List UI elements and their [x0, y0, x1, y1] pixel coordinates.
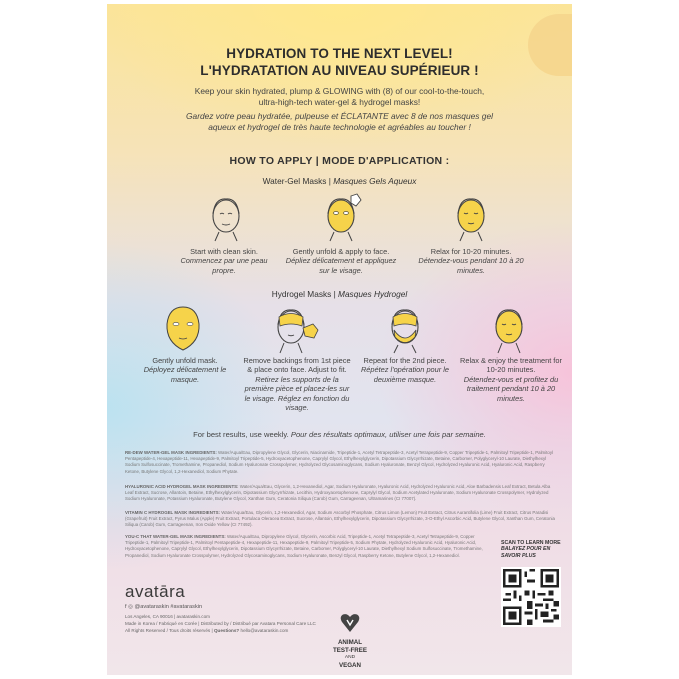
questions-label: Questions?	[213, 628, 240, 633]
relax-hydrogel-icon	[481, 300, 537, 354]
intro-fr-line1: Gardez votre peau hydratée, pulpeuse et ÉCLATANTE avec 8 de nos masques gel	[186, 111, 493, 121]
hydrogel-step-2-fr: Retirez les supports de la première pièce et placez-les sur le visage. Réglez en fonction du visage.	[244, 374, 350, 413]
scan-text	[501, 540, 571, 559]
clean-face-icon	[201, 192, 251, 242]
best-results-en: For best results, use weekly.	[193, 430, 289, 439]
water-gel-title	[107, 176, 572, 186]
address-line-3	[125, 628, 288, 635]
water-gel-step-3-en: Relax for 10-20 minutes.	[430, 247, 512, 256]
ingredients-re-dew-label: RE-DEW WATER-GEL MASK INGREDIENTS:	[125, 450, 217, 455]
vegan-heart-icon	[339, 612, 361, 634]
water-gel-step-2-fr: Dépliez délicatement et appliquez sur le visage.	[285, 256, 397, 275]
ingredients-hyaluronic	[125, 484, 557, 503]
ingredients-you-c-that-label: YOU-C THAT WATER-GEL MASK INGREDIENTS:	[125, 534, 226, 539]
water-gel-step-3-fr: Détendez-vous pendant 10 à 20 minutes.	[418, 256, 524, 275]
product-box-back	[107, 4, 572, 675]
cert-animal: ANIMAL	[337, 639, 363, 646]
brand-logo: avatāra	[125, 582, 186, 601]
hydrogel-step-1-en: Gently unfold mask.	[152, 356, 218, 365]
hydrogel-title-en: Hydrogel Masks |	[271, 289, 339, 299]
apply-mask-icon	[315, 190, 367, 242]
hydrogel-step-2	[243, 356, 351, 412]
hydrogel-step-3-en: Repeat for the 2nd piece.	[363, 356, 447, 365]
best-results-fr: Pour des résultats optimaux, utiliser une fois par semaine.	[290, 430, 486, 439]
ingredients-vitamin-c-label: VITAMIN C HYDROGEL MASK INGREDIENTS:	[125, 510, 220, 515]
hydrogel-step-1	[135, 356, 235, 384]
hydrogel-step-3	[357, 356, 453, 384]
intro-fr-line2: aqueux et hydrogel de très haute technologie et agréables au toucher !	[208, 122, 471, 132]
hydrogel-step-4-fr: Détendez-vous et profitez du traitement pendant 10 à 20 minutes.	[463, 374, 559, 403]
social-handles: f ◎ @avataraskin #avataraskin	[125, 604, 203, 610]
second-mask-piece-icon	[377, 300, 433, 354]
ingredients-you-c-that	[125, 534, 485, 559]
qr-code[interactable]	[501, 567, 561, 627]
headline-fr: L'HYDRATATION AU NIVEAU SUPÉRIEUR !	[200, 63, 479, 78]
place-mask-piece-icon	[265, 300, 321, 354]
water-gel-title-fr: Masques Gels Aqueux	[333, 176, 417, 186]
water-gel-step-3	[411, 247, 531, 275]
hydrogel-step-1-fr: Déployez délicatement le masque.	[143, 365, 227, 384]
hydrogel-step-3-fr: Répétez l'opération pour le deuxième masque.	[360, 365, 450, 384]
scan-en: SCAN TO LEARN MORE	[501, 540, 561, 546]
hydrogel-step-2-en: Remove backings from 1st piece & place onto face. Adjust to fit.	[243, 356, 351, 375]
ingredients-re-dew	[125, 450, 557, 475]
ingredients-vitamin-c-text: Water/Aqua/Eau, Glycerin, 1,2-Hexanediol, Agar, Sodium Ascorbyl Phosphate, Citrus Limon (Lemon) Fruit Extract, Citrus Aurantifolia (Lime) Fruit Extract, Citrus Paradisi (Grapefruit) Fruit Extract, Pyrus Malus (Apple) Fruit Extract, Portulaca Oleracea Extract, Sucrose, Allantoin, Ethylhexylglycerin, Dipotassium Glycyrrhizate, 3-O-Ethyl Ascorbic Acid, Butylene Glycol, Xanthan Gum, Ceratonia Siliqua (Carob) Gum, Carrageenan, Iron Oxide Yellow (CI 77492).	[125, 510, 555, 528]
cert-and: AND	[344, 655, 356, 660]
water-gel-step-1-fr: Commencez par une peau propre.	[180, 256, 268, 275]
ingredients-re-dew-text: Water/Aqua/Eau, Dipropylene Glycol, Glycerin, Niacinamide, Tripeptide-1, Acetyl Tetrapeptide-3, Acetyl Tetrapeptide-9, Copper Tripeptide-1, Palmitoyl Tripeptide-1, Palmitoyl Pentapeptide-4, Hexapeptide-11, Hexapeptide-9, Palmitoyl Tripeptide-5, Hydroxyacetophenone, Caprylyl Glycol, Ethylhexylglycerin, Dipotassium Glycyrrhizate, Betaine, Carbomer, Polyglyceryl-10 Laurate, Diethylhexyl Sodium Sulfosuccinate, Tromethamine, Propanediol, Sodium Hyaluronate Crosspolymer, Hydrolyzed Glycosaminoglycans, Sodium Hyaluronate, Benzyl Glycol, Hydrolyzed Hyaluronic Acid, Hyaluronic Acid, Raspberry Ketone, Butylene Glycol, 1,2-Hexanediol, Sodium Phytate.	[125, 450, 554, 474]
cert-test-free: TEST-FREE	[332, 646, 368, 654]
hydrogel-title	[107, 289, 572, 299]
animal-test-free-vegan-badge	[295, 612, 405, 669]
water-gel-step-1	[169, 247, 279, 275]
address-line-1: Los Angeles, CA 90016 | avataraskin.com	[125, 614, 210, 619]
questions-email: hello@avataraskin.com	[240, 628, 289, 633]
unfold-mask-icon	[159, 304, 207, 354]
qr-code-icon	[503, 569, 559, 625]
best-results	[107, 430, 572, 439]
hydrogel-step-4-en: Relax & enjoy the treatment for 10-20 minutes.	[460, 356, 562, 375]
ingredients-vitamin-c	[125, 510, 557, 529]
scan-fr-1: BALAYEZ POUR EN	[501, 546, 551, 553]
how-to-apply-heading: HOW TO APPLY | MODE D'APPLICATION :	[229, 155, 450, 167]
headline-en: HYDRATION TO THE NEXT LEVEL!	[226, 46, 453, 61]
address-line-2: Made in Korea / Fabriqué en Corée | Distributed by / Distribué par Avatara Personal Care LLC	[125, 621, 316, 626]
water-gel-step-1-en: Start with clean skin.	[190, 247, 258, 256]
ingredients-hyaluronic-text: Water/Aqua/Eau, Glycerin, 1,2-Hexanediol, Agar, Sodium Hyaluronate, Hyaluronic Acid, Hydrolyzed Hyaluronic Acid, Aloe Barbadensis Leaf Extract, Betula Alba Leaf Extract, Sucrose, Allantoin, Betaine, Ethylhexylglycerin, Dipotassium Glycyrrhizate, Lecithin, Hydroxyacetophenone, Caprylyl Glycol, Sodium Acetylated Hyaluronate, Sodium Hyaluronate Crosspolymer, Hydrolyzed Sodium Hyaluronate, Potassium Hyaluronate, Butylene Glycol, Xanthan Gum, Ceratonia Siliqua (Carob) Gum, Carrageenan, Ultramarines (CI 77007).	[125, 484, 551, 502]
rights-text: All Rights Reserved / Tous droits réservés |	[125, 628, 213, 633]
water-gel-step-2-en: Gently unfold & apply to face.	[292, 247, 390, 256]
intro-en-line2: ultra-high-tech water-gel & hydrogel masks!	[258, 97, 421, 107]
water-gel-title-en: Water-Gel Masks |	[262, 176, 334, 186]
hydrogel-step-4	[459, 356, 563, 403]
scan-fr-2: SAVOIR PLUS	[501, 552, 536, 559]
hydrogel-title-fr: Masques Hydrogel	[338, 289, 408, 299]
cert-vegan: VEGAN	[338, 661, 361, 669]
relax-mask-icon	[445, 190, 497, 242]
ingredients-hyaluronic-label: HYALURONIC ACID HYDROGEL MASK INGREDIENTS:	[125, 484, 239, 489]
ingredients-you-c-that-text: Water/Aqua/Eau, Dipropylene Glycol, Glycerin, Ascorbic Acid, Tripeptide-1, Acetyl Tetrapeptide-3, Acetyl Tetrapeptide-9, Copper Tripeptide-1, Palmitoyl Tripeptide-1, Palmitoyl Pentapeptide-4, Hexapeptide-11, Hexapeptide-9, Palmitoyl Tripeptide-5, Sodium Phytate, Hydrolyzed Hyaluronic Acid, Hyaluronic Acid, Hydroxyacetophenone, Caprylyl Glycol, Ethylhexylglycerin, Dipotassium Glycyrrhizate, Betaine, Carbomer, Polyglyceryl-10 Laurate, Diethylhexyl Sodium Sulfosuccinate, Tromethamine, Propanediol, Sodium Hyaluronate Crosspolymer, Hydrolyzed Glycosaminoglycans, Sodium Hyaluronate, Benzyl Glycol, Raspberry Ketone, Butylene Glycol, 1,2-Hexanediol.	[125, 534, 483, 558]
water-gel-step-2	[285, 247, 397, 275]
intro-en-line1: Keep your skin hydrated, plump & GLOWING with (8) of our cool-to-the-touch,	[194, 86, 485, 96]
